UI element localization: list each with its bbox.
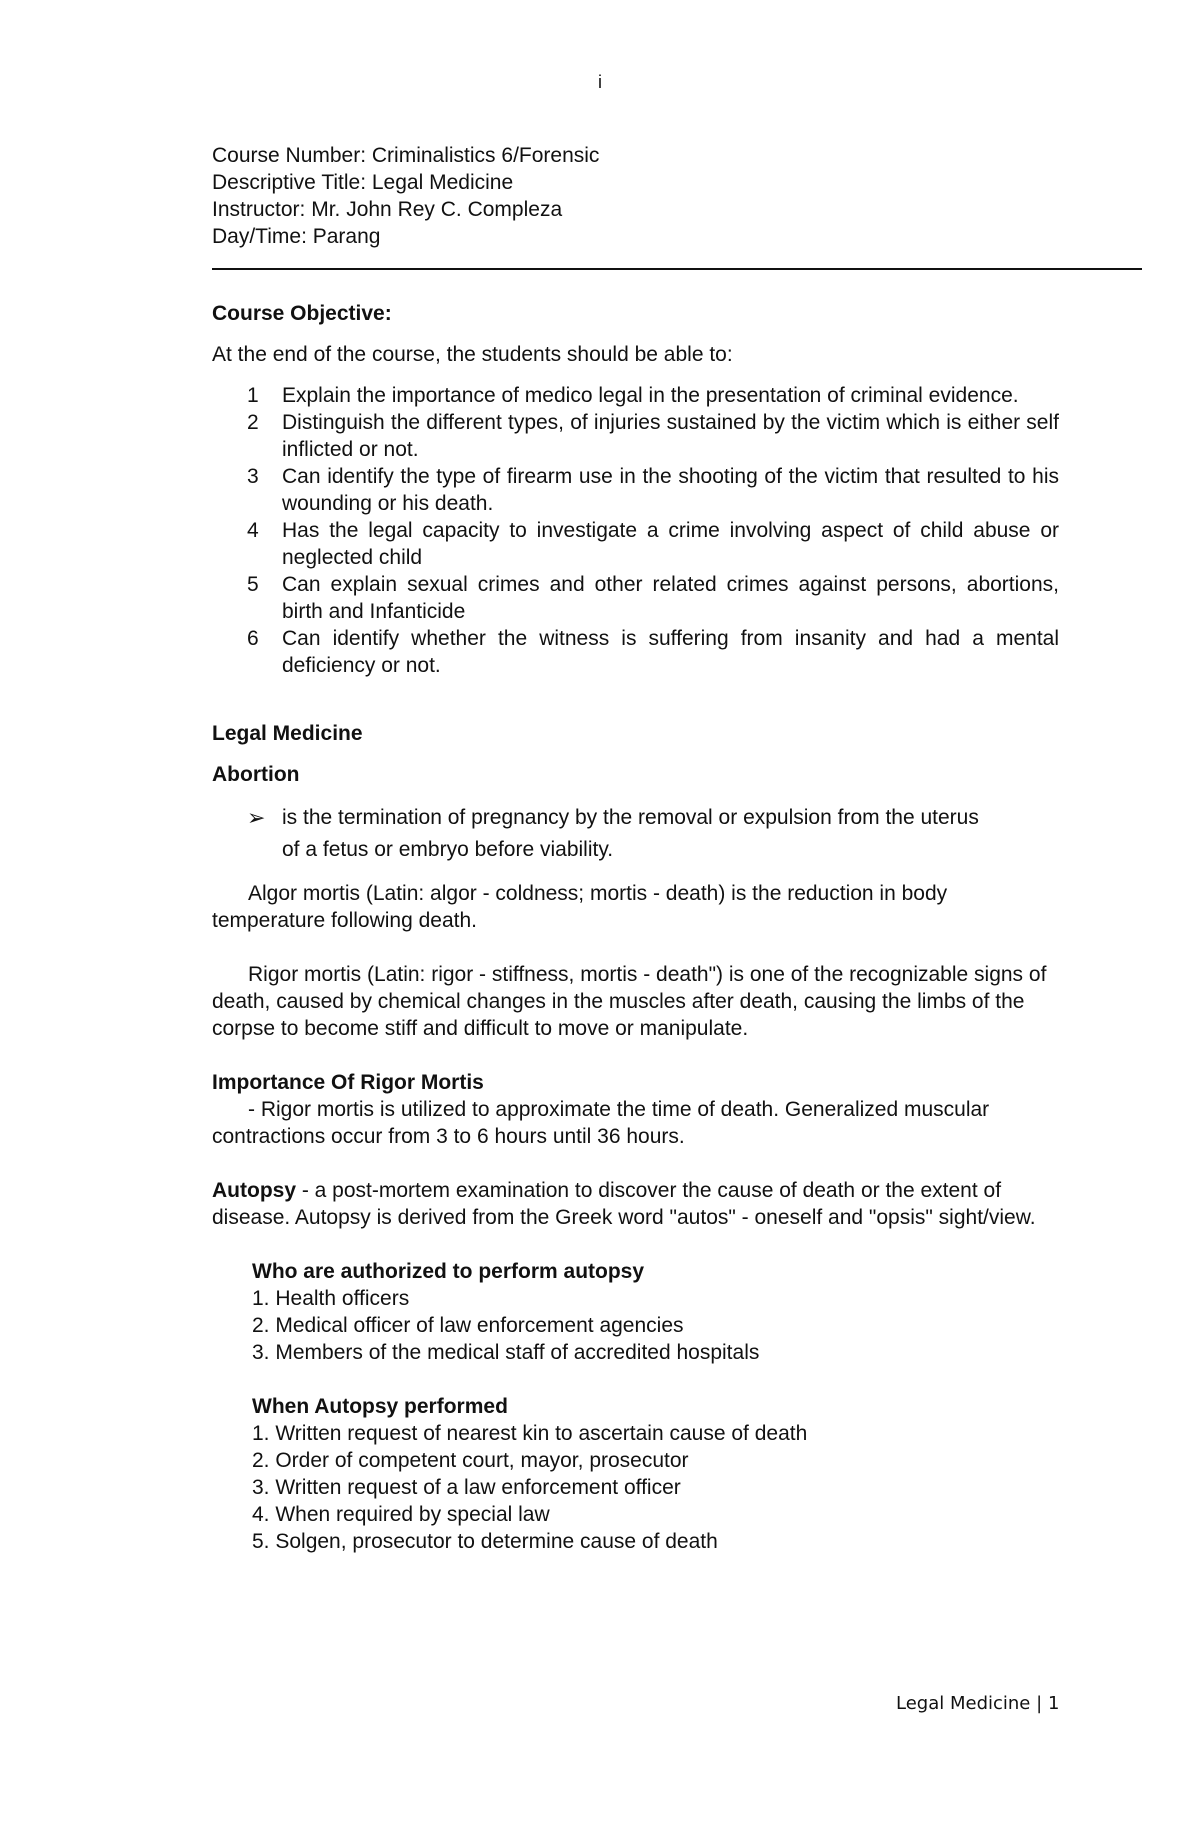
instructor: Instructor: Mr. John Rey C. Compleza: [212, 198, 563, 221]
arrow-bullet-icon: ➢: [247, 805, 266, 830]
list-item: [212, 517, 1062, 571]
list-text: Can identify the type of firearm use in the shooting of the victim that resulted to his wounding or his death.: [282, 465, 1059, 515]
day-time: Day/Time: Parang: [212, 225, 381, 248]
list-number: 1: [247, 384, 259, 407]
list-item: [212, 409, 1062, 463]
footer-separator: |: [1036, 1693, 1043, 1714]
list-item: [212, 571, 1062, 625]
algor-mortis-paragraph: Algor mortis (Latin: algor - coldness; mortis - death) is the reduction in body temperature following death.: [212, 882, 948, 932]
objective-intro: At the end of the course, the students should be able to:: [212, 343, 733, 366]
list-item: 3. Members of the medical staff of accredited hospitals: [252, 1341, 760, 1364]
rigor-mortis-paragraph: Rigor mortis (Latin: rigor - stiffness, mortis - death") is one of the recognizable signs of death, caused by chemical changes in the muscles after death, causing the limbs of the corpse to become stiff and difficult to move or manipulate.: [212, 963, 1047, 1040]
list-number: 4: [247, 519, 259, 542]
importance-paragraph: - Rigor mortis is utilized to approximate the time of death. Generalized muscular contractions occur from 3 to 6 hours until 36 hours.: [212, 1098, 990, 1148]
objective-list: [212, 382, 1062, 679]
list-item: [212, 625, 1062, 679]
list-text: Distinguish the different types, of injuries sustained by the victim which is either self inflicted or not.: [282, 411, 1059, 461]
importance-heading: Importance Of Rigor Mortis: [212, 1071, 484, 1094]
legal-medicine-heading: Legal Medicine: [212, 722, 363, 745]
list-text: Can explain sexual crimes and other related crimes against persons, abortions, birth and Infanticide: [282, 573, 1059, 623]
list-item: 4. When required by special law: [252, 1503, 550, 1526]
list-item: [212, 463, 1062, 517]
list-item: 3. Written request of a law enforcement officer: [252, 1476, 681, 1499]
page-number: 1: [1047, 1693, 1060, 1714]
list-item: 5. Solgen, prosecutor to determine cause of death: [252, 1530, 718, 1553]
list-item: 1. Health officers: [252, 1287, 410, 1310]
list-text: Has the legal capacity to investigate a crime involving aspect of child abuse or neglected child: [282, 519, 1059, 569]
list-item: 2. Medical officer of law enforcement agencies: [252, 1314, 684, 1337]
list-number: 3: [247, 465, 259, 488]
list-text: Can identify whether the witness is suffering from insanity and had a mental deficiency or not.: [282, 627, 1059, 677]
list-item: 1. Written request of nearest kin to ascertain cause of death: [252, 1422, 808, 1445]
list-number: 6: [247, 627, 259, 650]
list-number: 2: [247, 411, 259, 434]
abortion-bullet: [247, 802, 1062, 866]
abortion-definition: is the termination of pregnancy by the removal or expulsion from the uterus of a fetus or embryo before viability.: [282, 806, 979, 861]
page-footer: [896, 1693, 1059, 1714]
descriptive-title: Descriptive Title: Legal Medicine: [212, 171, 514, 194]
list-item: 2. Order of competent court, mayor, prosecutor: [252, 1449, 689, 1472]
header-divider: [212, 268, 1142, 270]
autopsy-definition: - a post-mortem examination to discover the cause of death or the extent of disease. Autopsy is derived from the Greek word "autos" - oneself and "opsis" sight/view.: [212, 1179, 1036, 1229]
authorized-section: [212, 1258, 1062, 1555]
when-autopsy-heading: When Autopsy performed: [252, 1395, 508, 1418]
list-item: [212, 382, 1062, 409]
autopsy-term: Autopsy: [212, 1179, 296, 1202]
list-number: 5: [247, 573, 259, 596]
autopsy-paragraph: [212, 1177, 1062, 1231]
footer-label: Legal Medicine: [896, 1693, 1031, 1714]
course-header: [212, 142, 599, 250]
course-objective-heading: Course Objective:: [212, 302, 392, 325]
list-text: Explain the importance of medico legal in the presentation of criminal evidence.: [282, 384, 1019, 407]
document-body: [212, 300, 1062, 1555]
abortion-heading: Abortion: [212, 763, 300, 786]
page-marker: i: [598, 72, 602, 92]
authorized-heading: Who are authorized to perform autopsy: [252, 1260, 645, 1283]
course-number: Course Number: Criminalistics 6/Forensic: [212, 144, 600, 167]
